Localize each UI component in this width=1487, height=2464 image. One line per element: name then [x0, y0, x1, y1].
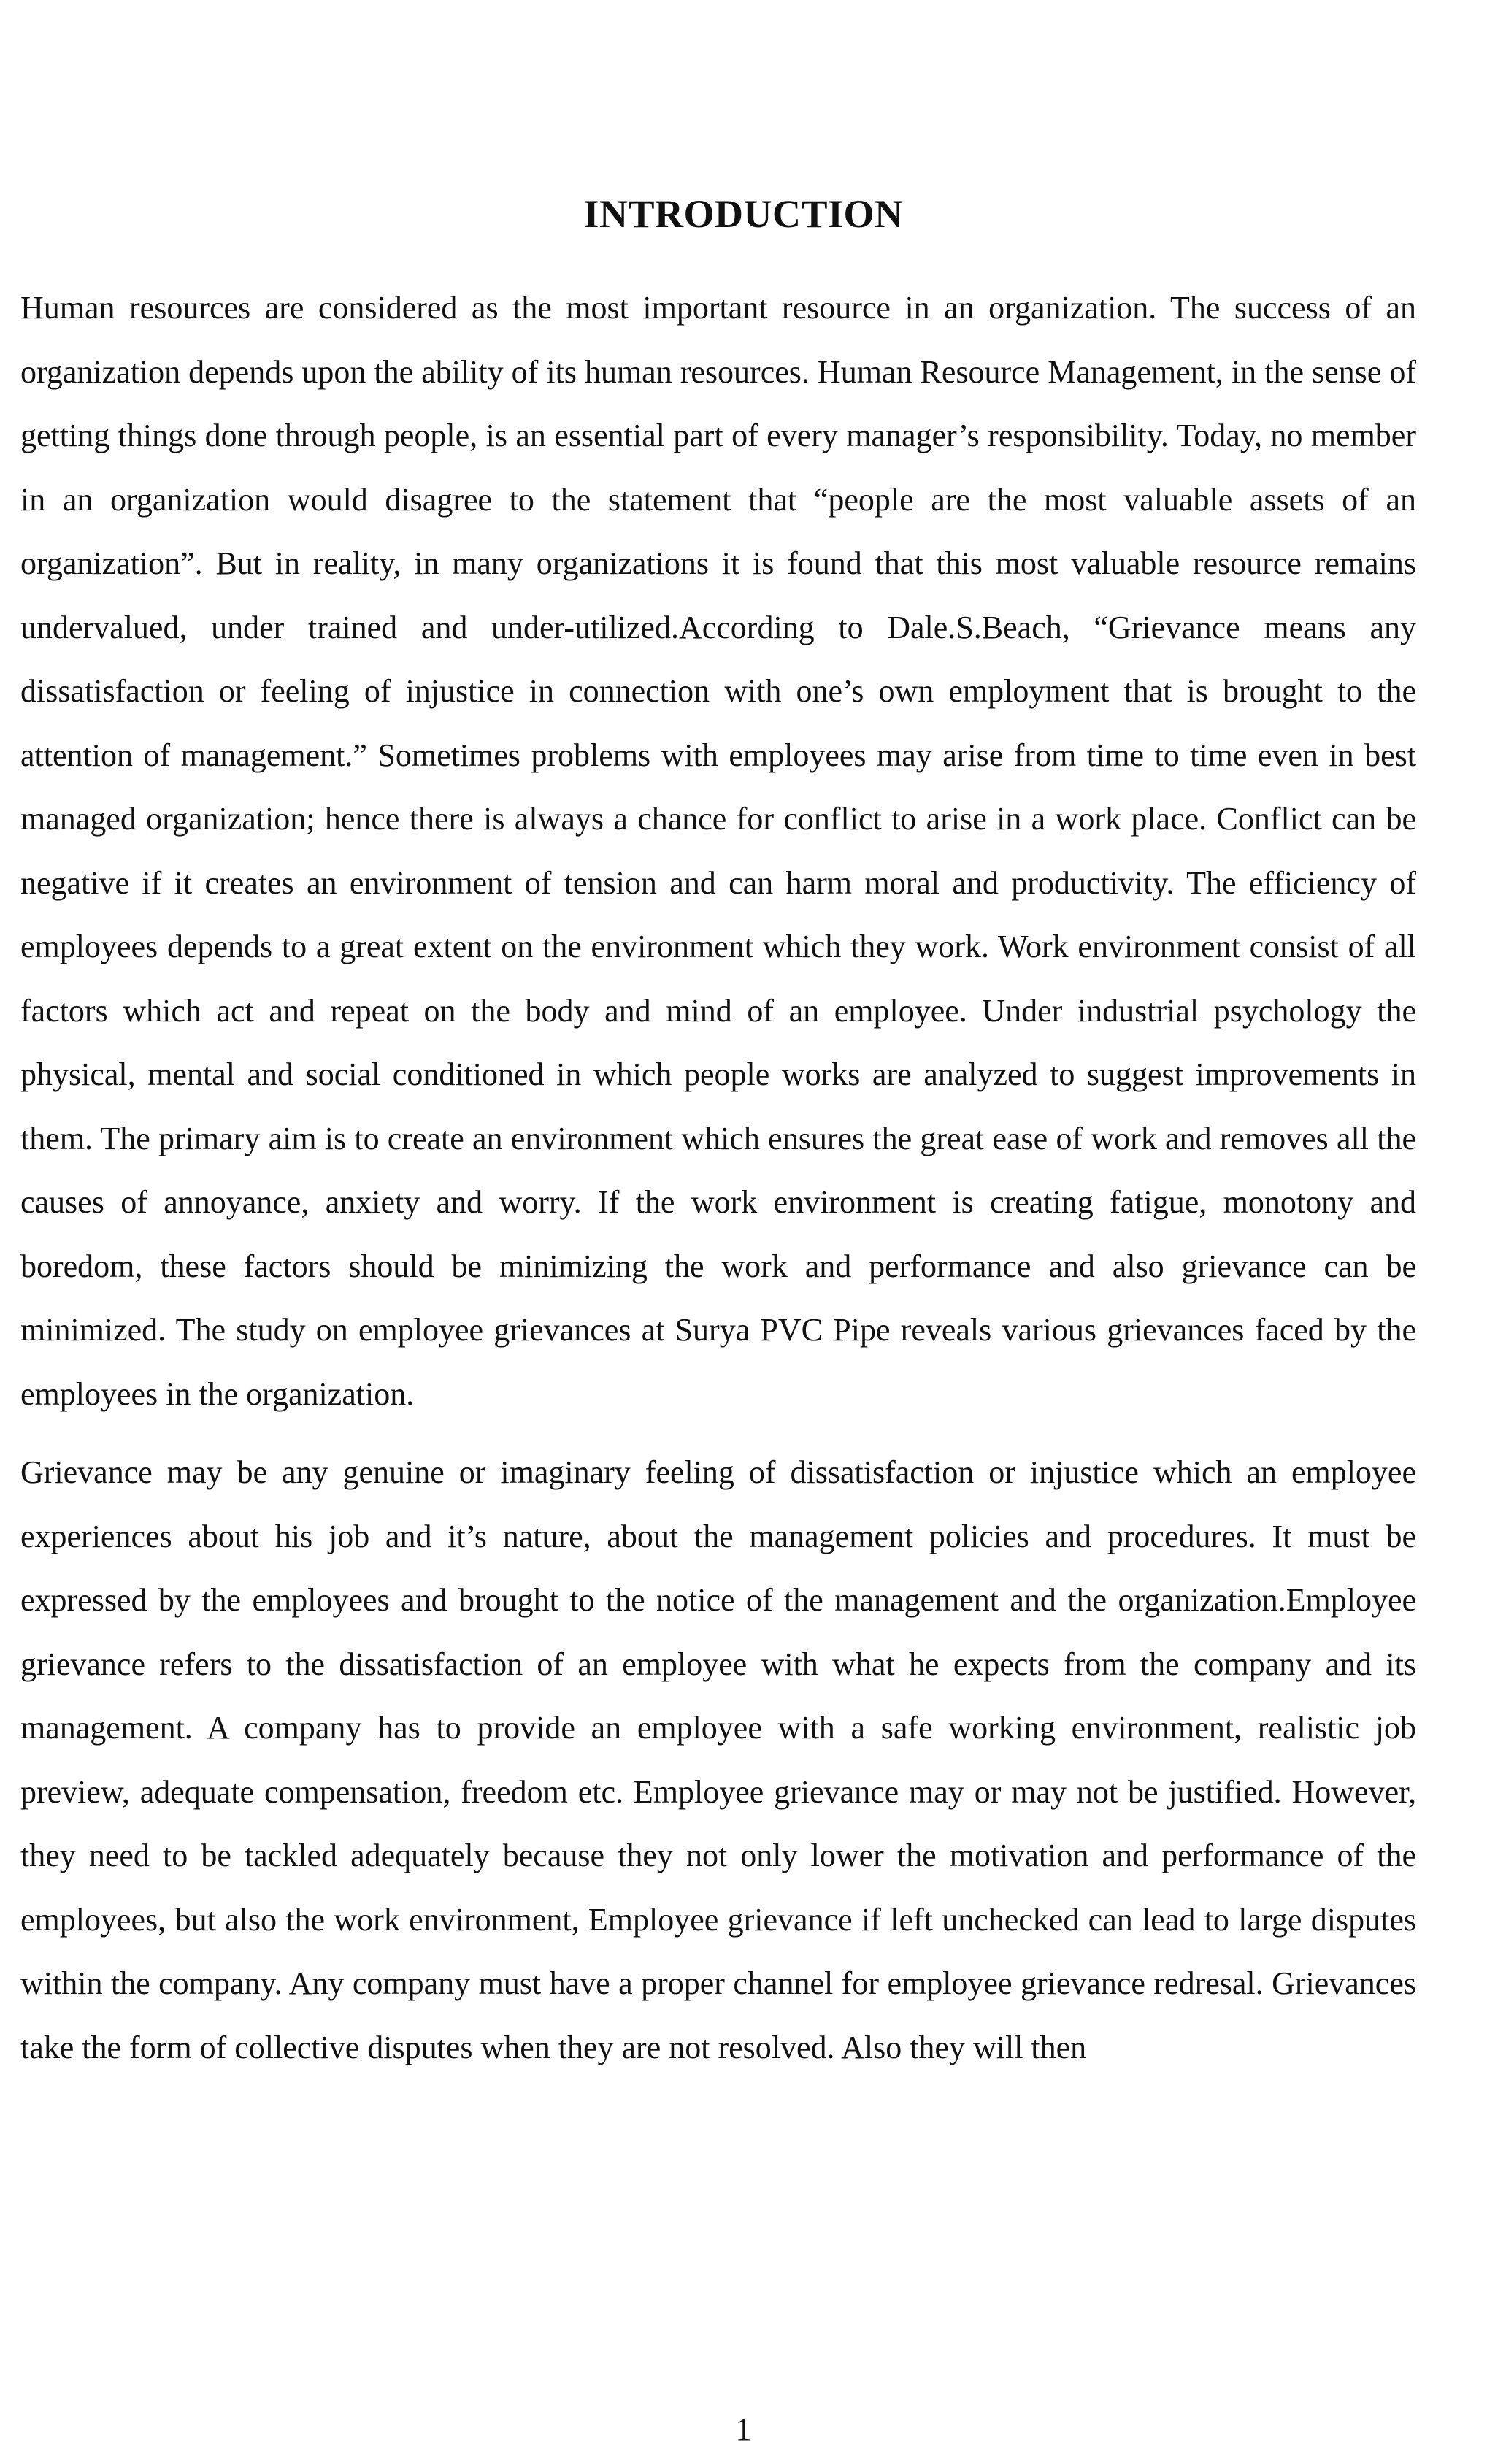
page-title: INTRODUCTION [583, 192, 904, 236]
body-text [20, 276, 1416, 2079]
paragraph-1: Human resources are considered as the most important resource in an organization. The success of an organization depends upon the ability of its human resources. Human Resource Management, in the sense of getting things done through people, is an essential part of every manager’s responsibility. Today, no member in an organization would disagree to the statement that “people are the most valuable assets of an organization”. But in reality, in many organizations it is found that this most valuable resource remains undervalued, under trained and under-utilized.According to Dale.S.Beach, “Grievance means any dissatisfaction or feeling of injustice in connection with one’s own employment that is brought to the attention of management.” Sometimes problems with employees may arise from time to time even in best managed organization; hence there is always a chance for conflict to arise in a work place. Conflict can be negative if it creates an environment of tension and can harm moral and productivity. The efficiency of employees depends to a great extent on the environment which they work. Work environment consist of all factors which act and repeat on the body and mind of an employee. Under industrial psychology the physical, mental and social conditioned in which people works are analyzed to suggest improvements in them. The primary aim is to create an environment which ensures the great ease of work and removes all the causes of annoyance, anxiety and worry. If the work environment is creating fatigue, monotony and boredom, these factors should be minimizing the work and performance and also grievance can be minimized. The study on employee grievances at Surya PVC Pipe reveals various grievances faced by the employees in the organization. [20, 290, 1416, 1412]
page-number: 1 [735, 2411, 752, 2447]
paragraph-2: Grievance may be any genuine or imaginary feeling of dissatisfaction or injustice which an employee experiences about his job and it’s nature, about the management policies and procedures. It must be expressed by the employees and brought to the notice of the management and the organization.Employee grievance refers to the dissatisfaction of an employee with what he expects from the company and its management. A company has to provide an employee with a safe working environment, realistic job preview, adequate compensation, freedom etc. Employee grievance may or may not be justified. However, they need to be tackled adequately because they not only lower the motivation and performance of the employees, but also the work environment, Employee grievance if left unchecked can lead to large disputes within the company. Any company must have a proper channel for employee grievance redresal. Grievances take the form of collective disputes when they are not resolved. Also they will then [20, 1454, 1416, 2065]
